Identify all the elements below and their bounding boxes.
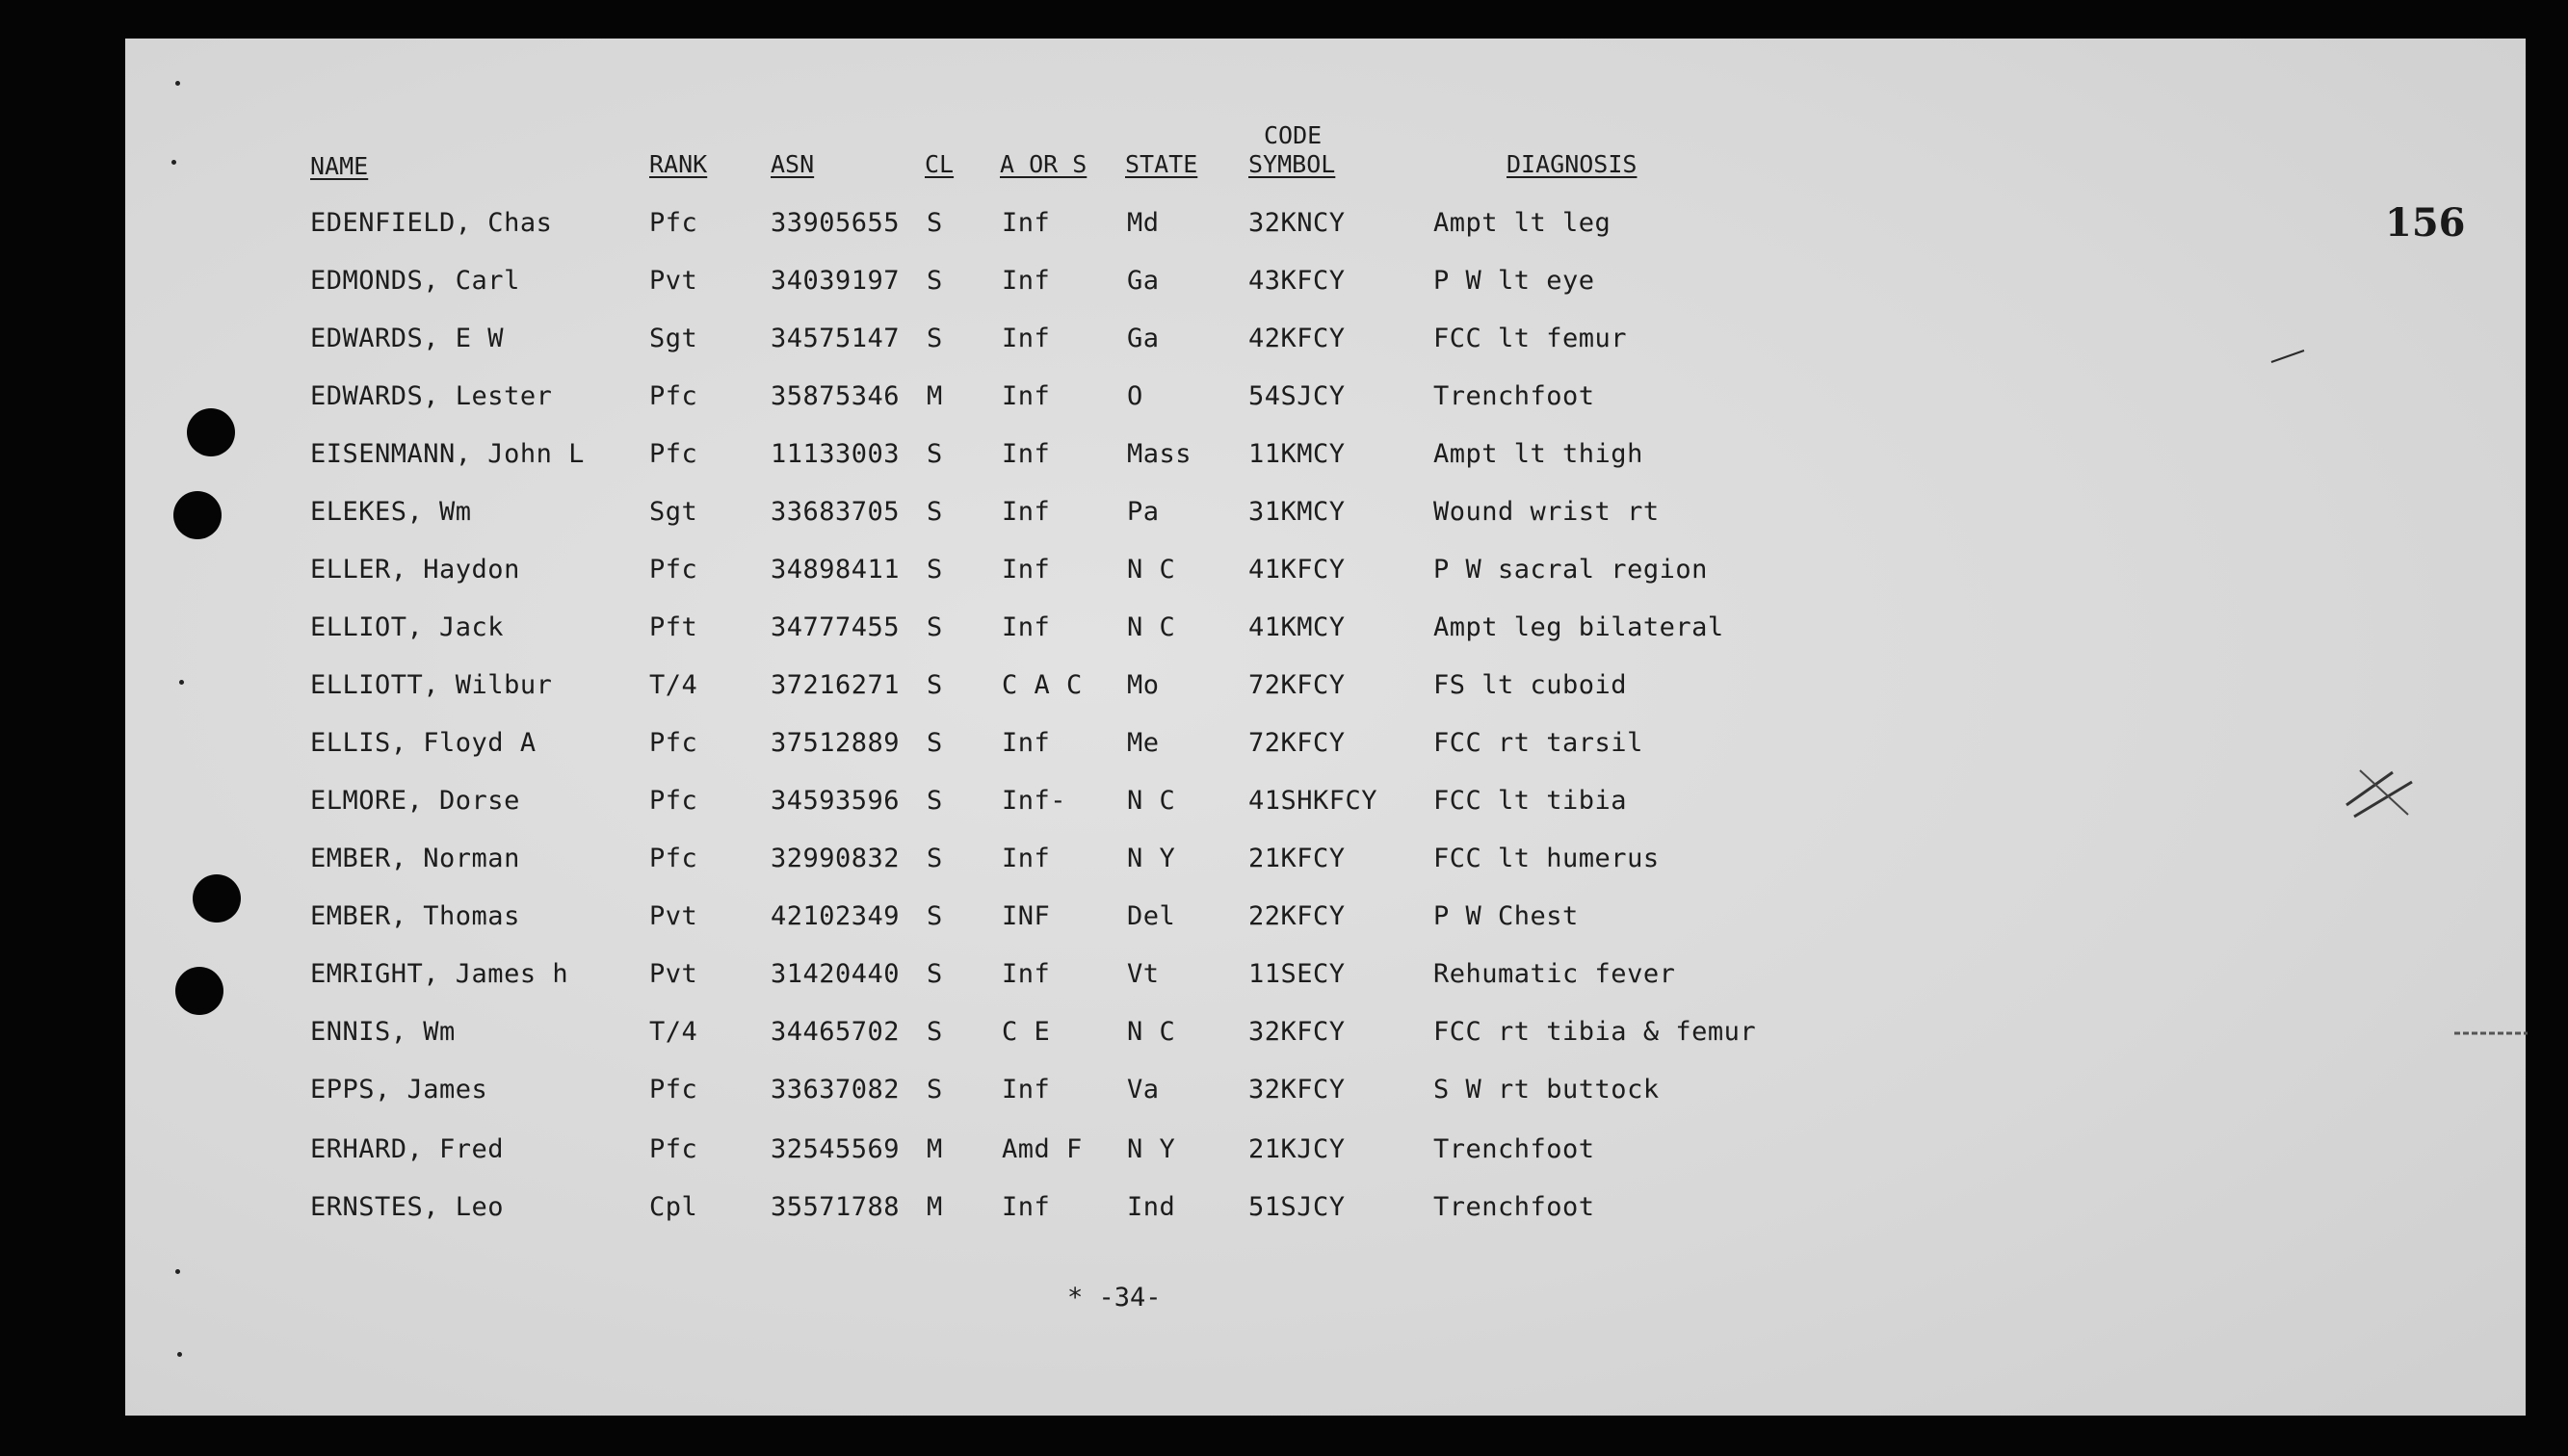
state-cell: N Y — [1127, 844, 1176, 873]
rank-cell: T/4 — [649, 1017, 698, 1047]
state-cell: Pa — [1127, 497, 1160, 527]
rank-cell: Pfc — [649, 555, 698, 585]
header-cl: CL — [925, 150, 955, 178]
code-cell: 42KFCY — [1248, 324, 1346, 353]
name-cell: ELLIS, Floyd A — [310, 728, 537, 758]
table-row — [125, 266, 2526, 304]
cl-cell: S — [927, 555, 943, 585]
header-code: CODE — [1264, 121, 1323, 149]
header-symbol: SYMBOL — [1248, 150, 1336, 178]
name-cell: EISENMANN, John L — [310, 439, 585, 469]
rank-cell: Pvt — [649, 901, 698, 931]
table-row — [125, 1017, 2526, 1055]
code-cell: 72KFCY — [1248, 670, 1346, 700]
cl-cell: S — [927, 1075, 943, 1105]
diagnosis-cell: P W Chest — [1433, 901, 1579, 931]
cl-cell: M — [927, 1192, 943, 1222]
table-row — [125, 381, 2526, 420]
name-cell: ELMORE, Dorse — [310, 786, 520, 816]
cl-cell: S — [927, 612, 943, 642]
state-cell: N Y — [1127, 1134, 1176, 1164]
table-row — [125, 612, 2526, 651]
record-table — [125, 39, 2526, 1416]
a-or-s-cell: Inf — [1002, 324, 1051, 353]
cl-cell: S — [927, 728, 943, 758]
code-cell: 32KNCY — [1248, 208, 1346, 238]
diagnosis-cell: S W rt buttock — [1433, 1075, 1660, 1105]
cl-cell: S — [927, 439, 943, 469]
table-row — [125, 959, 2526, 998]
asn-cell: 34898411 — [771, 555, 901, 585]
state-cell: Mass — [1127, 439, 1192, 469]
table-row — [125, 1192, 2526, 1231]
name-cell: ERNSTES, Leo — [310, 1192, 505, 1222]
name-cell: ELLIOTT, Wilbur — [310, 670, 553, 700]
name-cell: ELLIOT, Jack — [310, 612, 505, 642]
asn-cell: 34575147 — [771, 324, 901, 353]
rank-cell: Pvt — [649, 959, 698, 989]
table-row — [125, 786, 2526, 824]
rank-cell: Pfc — [649, 844, 698, 873]
cl-cell: S — [927, 844, 943, 873]
rank-cell: Sgt — [649, 324, 698, 353]
code-cell: 54SJCY — [1248, 381, 1346, 411]
rank-cell: Cpl — [649, 1192, 698, 1222]
diagnosis-cell: P W lt eye — [1433, 266, 1595, 296]
code-cell: 41SHKFCY — [1248, 786, 1378, 816]
code-cell: 51SJCY — [1248, 1192, 1346, 1222]
rank-cell: Pvt — [649, 266, 698, 296]
a-or-s-cell: Inf- — [1002, 786, 1067, 816]
diagnosis-cell: Ampt lt leg — [1433, 208, 1612, 238]
state-cell: Ga — [1127, 324, 1160, 353]
code-cell: 11KMCY — [1248, 439, 1346, 469]
a-or-s-cell: Inf — [1002, 555, 1051, 585]
a-or-s-cell: INF — [1002, 901, 1051, 931]
table-row — [125, 555, 2526, 593]
diagnosis-cell: P W sacral region — [1433, 555, 1708, 585]
table-row — [125, 439, 2526, 478]
table-row — [125, 324, 2526, 362]
state-cell: Del — [1127, 901, 1176, 931]
rank-cell: Pfc — [649, 728, 698, 758]
a-or-s-cell: Amd F — [1002, 1134, 1083, 1164]
rank-cell: Pfc — [649, 1134, 698, 1164]
diagnosis-cell: FCC rt tarsil — [1433, 728, 1643, 758]
state-cell: N C — [1127, 786, 1176, 816]
state-cell: Ind — [1127, 1192, 1176, 1222]
table-row — [125, 844, 2526, 882]
name-cell: EDWARDS, E W — [310, 324, 505, 353]
code-cell: 43KFCY — [1248, 266, 1346, 296]
cl-cell: S — [927, 670, 943, 700]
cl-cell: M — [927, 381, 943, 411]
code-cell: 72KFCY — [1248, 728, 1346, 758]
asn-cell: 35875346 — [771, 381, 901, 411]
asn-cell: 34465702 — [771, 1017, 901, 1047]
a-or-s-cell: Inf — [1002, 612, 1051, 642]
code-cell: 22KFCY — [1248, 901, 1346, 931]
page-number: 156 — [2385, 200, 2466, 246]
state-cell: Md — [1127, 208, 1160, 238]
code-cell: 32KFCY — [1248, 1075, 1346, 1105]
code-cell: 21KFCY — [1248, 844, 1346, 873]
diagnosis-cell: Wound wrist rt — [1433, 497, 1660, 527]
cl-cell: S — [927, 959, 943, 989]
asn-cell: 35571788 — [771, 1192, 901, 1222]
cl-cell: S — [927, 208, 943, 238]
header-a-or-s: A OR S — [1000, 150, 1087, 178]
a-or-s-cell: Inf — [1002, 959, 1051, 989]
a-or-s-cell: Inf — [1002, 381, 1051, 411]
a-or-s-cell: C A C — [1002, 670, 1083, 700]
header-name: NAME — [310, 152, 369, 180]
asn-cell: 31420440 — [771, 959, 901, 989]
code-cell: 32KFCY — [1248, 1017, 1346, 1047]
state-cell: Va — [1127, 1075, 1160, 1105]
a-or-s-cell: Inf — [1002, 266, 1051, 296]
state-cell: O — [1127, 381, 1143, 411]
table-row — [125, 1134, 2526, 1173]
rank-cell: Pfc — [649, 439, 698, 469]
name-cell: EDENFIELD, Chas — [310, 208, 553, 238]
diagnosis-cell: FCC rt tibia & femur — [1433, 1017, 1757, 1047]
table-row — [125, 670, 2526, 709]
header-state: STATE — [1125, 150, 1198, 178]
a-or-s-cell: Inf — [1002, 1192, 1051, 1222]
table-row — [125, 208, 2526, 247]
diagnosis-cell: FS lt cuboid — [1433, 670, 1628, 700]
cl-cell: S — [927, 1017, 943, 1047]
table-row — [125, 728, 2526, 767]
cl-cell: S — [927, 786, 943, 816]
name-cell: ELLER, Haydon — [310, 555, 520, 585]
rank-cell: Pfc — [649, 1075, 698, 1105]
name-cell: EMRIGHT, James h — [310, 959, 569, 989]
state-cell: N C — [1127, 555, 1176, 585]
state-cell: Me — [1127, 728, 1160, 758]
state-cell: Vt — [1127, 959, 1160, 989]
cl-cell: S — [927, 324, 943, 353]
asn-cell: 37512889 — [771, 728, 901, 758]
code-cell: 41KFCY — [1248, 555, 1346, 585]
state-cell: N C — [1127, 1017, 1176, 1047]
diagnosis-cell: FCC lt tibia — [1433, 786, 1628, 816]
a-or-s-cell: Inf — [1002, 728, 1051, 758]
name-cell: EMBER, Thomas — [310, 901, 520, 931]
table-row — [125, 1075, 2526, 1113]
name-cell: ERHARD, Fred — [310, 1134, 505, 1164]
rank-cell: Sgt — [649, 497, 698, 527]
document-page — [125, 39, 2526, 1416]
state-cell: N C — [1127, 612, 1176, 642]
name-cell: EDWARDS, Lester — [310, 381, 553, 411]
asn-cell: 32990832 — [771, 844, 901, 873]
diagnosis-cell: FCC lt humerus — [1433, 844, 1660, 873]
diagnosis-cell: Ampt leg bilateral — [1433, 612, 1724, 642]
rank-cell: T/4 — [649, 670, 698, 700]
cl-cell: S — [927, 901, 943, 931]
a-or-s-cell: Inf — [1002, 844, 1051, 873]
code-cell: 21KJCY — [1248, 1134, 1346, 1164]
rank-cell: Pfc — [649, 208, 698, 238]
asn-cell: 33637082 — [771, 1075, 901, 1105]
asn-cell: 11133003 — [771, 439, 901, 469]
state-cell: Mo — [1127, 670, 1160, 700]
asn-cell: 34777455 — [771, 612, 901, 642]
cl-cell: M — [927, 1134, 943, 1164]
table-row — [125, 497, 2526, 535]
diagnosis-cell: Trenchfoot — [1433, 1192, 1595, 1222]
diagnosis-cell: Trenchfoot — [1433, 381, 1595, 411]
state-cell: Ga — [1127, 266, 1160, 296]
asn-cell: 34593596 — [771, 786, 901, 816]
code-cell: 11SECY — [1248, 959, 1346, 989]
rank-cell: Pfc — [649, 381, 698, 411]
name-cell: EMBER, Norman — [310, 844, 520, 873]
asn-cell: 37216271 — [771, 670, 901, 700]
asn-cell: 34039197 — [771, 266, 901, 296]
rank-cell: Pft — [649, 612, 698, 642]
name-cell: ELEKES, Wm — [310, 497, 472, 527]
asn-cell: 33905655 — [771, 208, 901, 238]
asn-cell: 33683705 — [771, 497, 901, 527]
a-or-s-cell: Inf — [1002, 497, 1051, 527]
a-or-s-cell: C E — [1002, 1017, 1051, 1047]
header-rank: RANK — [649, 150, 708, 178]
rank-cell: Pfc — [649, 786, 698, 816]
diagnosis-cell: Rehumatic fever — [1433, 959, 1676, 989]
diagnosis-cell: Ampt lt thigh — [1433, 439, 1643, 469]
asn-cell: 32545569 — [771, 1134, 901, 1164]
table-row — [125, 901, 2526, 940]
cl-cell: S — [927, 266, 943, 296]
code-cell: 41KMCY — [1248, 612, 1346, 642]
diagnosis-cell: FCC lt femur — [1433, 324, 1628, 353]
diagnosis-cell: Trenchfoot — [1433, 1134, 1595, 1164]
header-asn: ASN — [771, 150, 815, 178]
code-cell: 31KMCY — [1248, 497, 1346, 527]
name-cell: EPPS, James — [310, 1075, 488, 1105]
asn-cell: 42102349 — [771, 901, 901, 931]
page-footer: * -34- — [1067, 1283, 1162, 1313]
a-or-s-cell: Inf — [1002, 439, 1051, 469]
cl-cell: S — [927, 497, 943, 527]
a-or-s-cell: Inf — [1002, 208, 1051, 238]
name-cell: EDMONDS, Carl — [310, 266, 520, 296]
header-diagnosis: DIAGNOSIS — [1507, 150, 1638, 178]
name-cell: ENNIS, Wm — [310, 1017, 456, 1047]
a-or-s-cell: Inf — [1002, 1075, 1051, 1105]
